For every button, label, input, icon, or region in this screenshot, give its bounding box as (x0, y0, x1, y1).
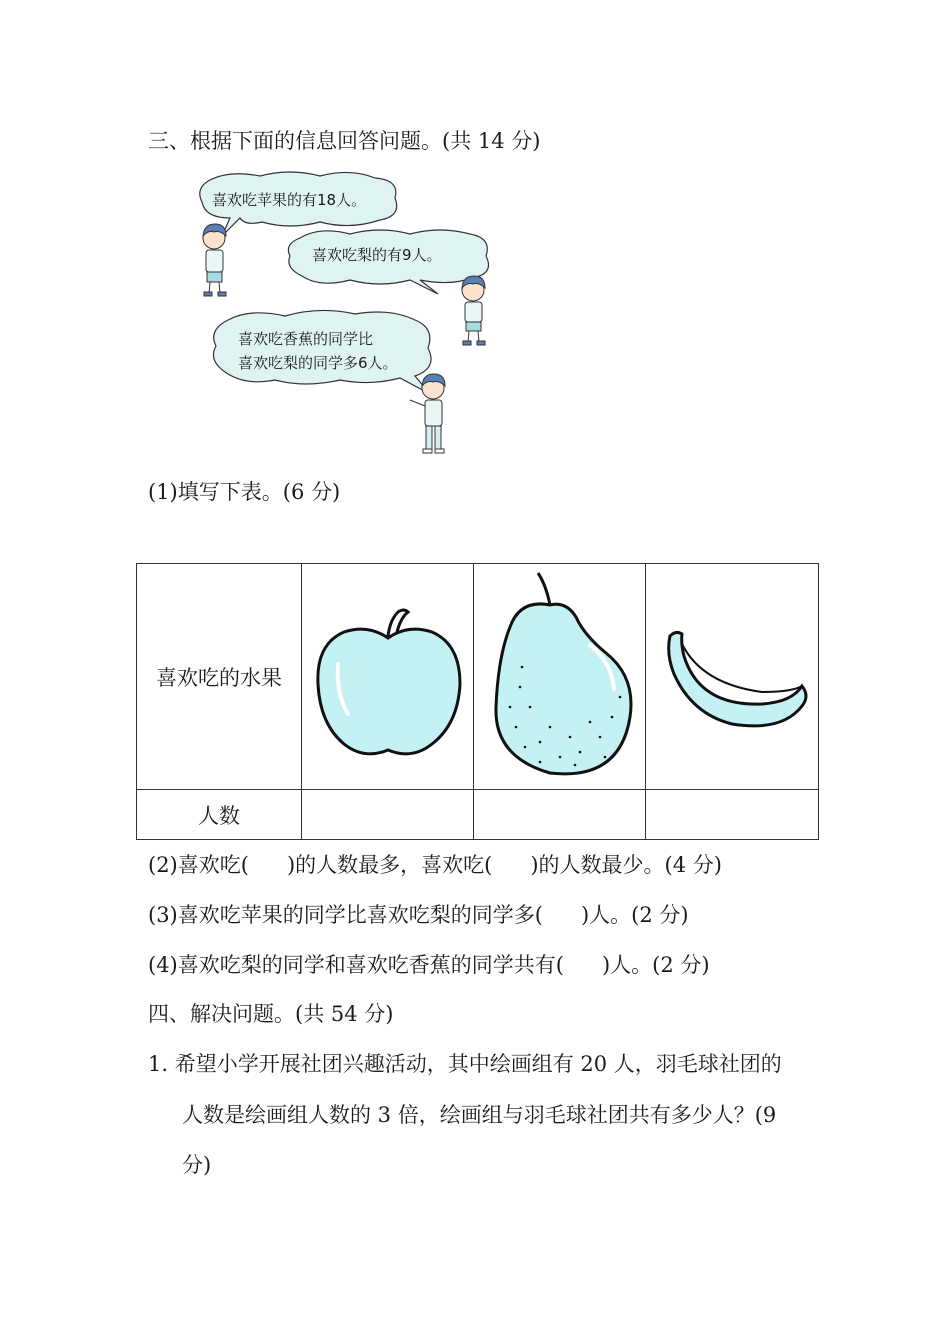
table-input-apple[interactable] (302, 790, 474, 840)
section3-heading: 三、根据下面的信息回答问题。(共 14 分) (148, 129, 541, 153)
table-header-count: 人数 (137, 790, 302, 840)
table-cell-pear (474, 564, 646, 790)
question-1: (1)填写下表。(6 分) (148, 480, 341, 504)
bubble-pear-text: 喜欢吃梨的有9人。 (312, 246, 442, 264)
boy-1-icon (203, 224, 226, 296)
problem-1-line-3: 分) (182, 1153, 212, 1177)
speech-bubble-banana (213, 310, 431, 394)
table-input-pear[interactable] (474, 790, 646, 840)
table-cell-apple (302, 564, 474, 790)
table-input-banana[interactable] (646, 790, 819, 840)
students-speech-illustration (190, 168, 520, 468)
banana-icon (652, 614, 812, 734)
fruit-table (136, 563, 819, 840)
question-2 (148, 851, 722, 879)
speech-bubble-apple (200, 172, 397, 236)
speech-bubble-pear (288, 230, 488, 294)
pear-icon (480, 567, 640, 782)
section4-heading: 四、解决问题。(共 54 分) (148, 1002, 394, 1026)
question-3 (148, 901, 689, 929)
bubble-banana-text-line1: 喜欢吃香蕉的同学比 (238, 330, 374, 348)
boy-2-icon (462, 276, 485, 345)
q2-text-a: (2)喜欢吃( (148, 853, 249, 877)
q4-text-b: )人。(2 分) (601, 953, 710, 977)
q3-text-b: )人。(2 分) (580, 903, 689, 927)
question-4 (148, 951, 710, 979)
problem-1-line-2: 人数是绘画组人数的 3 倍，绘画组与羽毛球社团共有多少人？(9 (182, 1103, 777, 1127)
problem-1-line-1: 1. 希望小学开展社团兴趣活动，其中绘画组有 20 人，羽毛球社团的 (148, 1052, 782, 1076)
table-header-fruit: 喜欢吃的水果 (137, 564, 302, 790)
q3-text-a: (3)喜欢吃苹果的同学比喜欢吃梨的同学多( (148, 903, 543, 927)
apple-icon (308, 574, 468, 774)
q2-text-b: )的人数最多，喜欢吃( (286, 853, 493, 877)
bubble-banana-text-line2: 喜欢吃梨的同学多6人。 (238, 354, 398, 372)
bubble-apple-text: 喜欢吃苹果的有18人。 (212, 191, 367, 209)
q2-text-c: )的人数最少。(4 分) (530, 853, 722, 877)
table-cell-banana (646, 564, 819, 790)
q4-text-a: (4)喜欢吃梨的同学和喜欢吃香蕉的同学共有( (148, 953, 564, 977)
